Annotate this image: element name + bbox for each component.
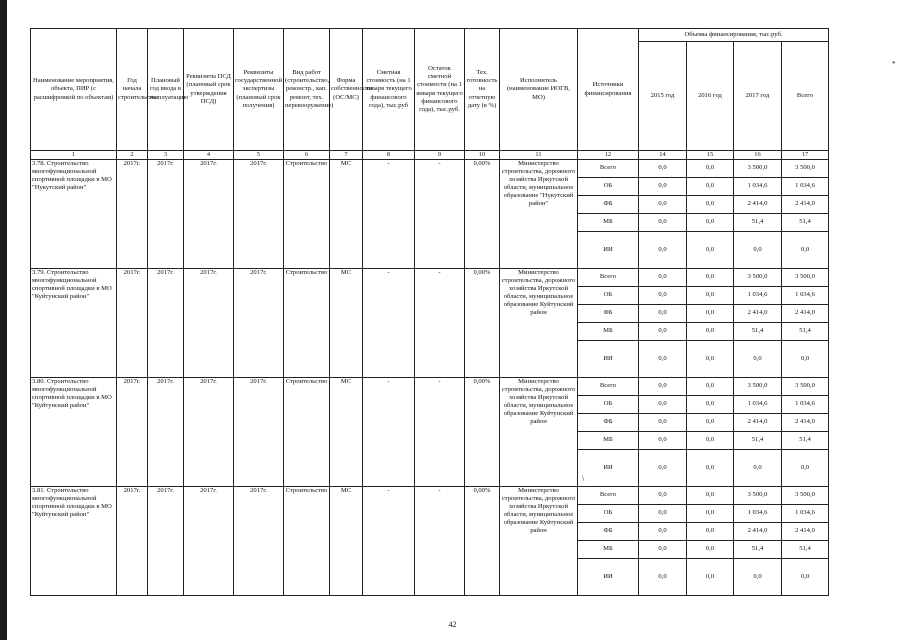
remaining-cell: - <box>415 487 465 596</box>
source-cell: Всего <box>578 378 639 396</box>
start-year-cell: 2017г. <box>117 487 148 596</box>
funding-2015-cell: 0,0 <box>639 414 687 432</box>
source-cell: ИИ <box>578 232 639 269</box>
object-name-cell: 3.81. Строительство многофункциональной спортивной площадки в МО "Куйтунский район" <box>31 487 117 596</box>
funding-2015-cell: 0,0 <box>639 287 687 305</box>
col-header-source: Источники финансирования <box>578 29 639 151</box>
funding-total-cell: 51,4 <box>782 432 829 450</box>
col-header-2017: 2017 год <box>734 42 782 151</box>
funding-2017-cell: 3 500,0 <box>734 269 782 287</box>
funding-total-cell: 3 500,0 <box>782 378 829 396</box>
funding-2015-cell: 0,0 <box>639 178 687 196</box>
column-number-cell: 11 <box>500 151 578 160</box>
funding-total-cell: 2 414,0 <box>782 523 829 541</box>
funding-2016-cell: 0,0 <box>687 396 734 414</box>
executor-cell: Министерство строительства, дорожного хозяйства Иркутской области, муниципальное образование Куйтунский район <box>500 269 578 378</box>
funding-2017-cell: 2 414,0 <box>734 196 782 214</box>
funding-2015-cell: 0,0 <box>639 232 687 269</box>
financing-table <box>30 28 829 596</box>
source-cell: Всего <box>578 160 639 178</box>
column-number-cell: 6 <box>284 151 330 160</box>
source-cell: ИИ <box>578 559 639 596</box>
column-number-cell: 15 <box>687 151 734 160</box>
funding-2017-cell: 51,4 <box>734 432 782 450</box>
column-number-cell: 3 <box>148 151 184 160</box>
funding-total-cell: 3 500,0 <box>782 487 829 505</box>
source-cell: МБ <box>578 541 639 559</box>
object-name-cell: 3.79. Строительство многофункциональной спортивной площадки в МО "Куйтунский район" <box>31 269 117 378</box>
funding-2017-cell: 0,0 <box>734 341 782 378</box>
planned-year-cell: 2017г. <box>148 378 184 487</box>
stray-mark: \ <box>582 474 585 483</box>
funding-2015-cell: 0,0 <box>639 559 687 596</box>
funding-2015-cell: 0,0 <box>639 541 687 559</box>
planned-year-cell: 2017г. <box>148 487 184 596</box>
column-number-cell: 8 <box>363 151 415 160</box>
source-cell: ФБ <box>578 523 639 541</box>
start-year-cell: 2017г. <box>117 378 148 487</box>
funding-2015-cell: 0,0 <box>639 305 687 323</box>
col-header-ownership: Форма собственности (ОС/МС) <box>330 29 363 151</box>
funding-2016-cell: 0,0 <box>687 378 734 396</box>
source-cell: ФБ <box>578 196 639 214</box>
readiness-cell: 0,00% <box>465 269 500 378</box>
source-cell: МБ <box>578 214 639 232</box>
ownership-cell: МС <box>330 487 363 596</box>
funding-2016-cell: 0,0 <box>687 487 734 505</box>
source-cell: ОБ <box>578 178 639 196</box>
expertise-cell: 2017г. <box>234 269 284 378</box>
funding-total-cell: 1 034,6 <box>782 396 829 414</box>
psd-cell: 2017г. <box>184 160 234 269</box>
source-cell: ОБ <box>578 396 639 414</box>
funding-2017-cell: 3 500,0 <box>734 487 782 505</box>
source-cell: Всего <box>578 487 639 505</box>
funding-2017-cell: 0,0 <box>734 232 782 269</box>
table-row <box>31 160 829 178</box>
source-cell: МБ <box>578 323 639 341</box>
funding-2017-cell: 1 034,6 <box>734 396 782 414</box>
column-number-cell: 7 <box>330 151 363 160</box>
funding-2017-cell: 1 034,6 <box>734 178 782 196</box>
source-cell: Всего <box>578 269 639 287</box>
funding-2016-cell: 0,0 <box>687 541 734 559</box>
col-header-expertise: Реквизиты государственной экспертизы (плановый срок получения) <box>234 29 284 151</box>
funding-2016-cell: 0,0 <box>687 178 734 196</box>
funding-2017-cell: 51,4 <box>734 323 782 341</box>
source-cell: ИИ <box>578 341 639 378</box>
planned-year-cell: 2017г. <box>148 160 184 269</box>
funding-2015-cell: 0,0 <box>639 196 687 214</box>
col-header-name: Наименование мероприятия, объекта, ПИР (с расшифровкой по объектам) <box>31 29 117 151</box>
psd-cell: 2017г. <box>184 487 234 596</box>
executor-cell: Министерство строительства, дорожного хозяйства Иркутской области, муниципальное образование Куйтунский район <box>500 378 578 487</box>
funding-2015-cell: 0,0 <box>639 450 687 487</box>
funding-total-cell: 2 414,0 <box>782 305 829 323</box>
estimate-cell: - <box>363 378 415 487</box>
funding-total-cell: 3 500,0 <box>782 160 829 178</box>
funding-2015-cell: 0,0 <box>639 523 687 541</box>
funding-total-cell: 0,0 <box>782 559 829 596</box>
funding-2016-cell: 0,0 <box>687 160 734 178</box>
source-cell: ОБ <box>578 287 639 305</box>
funding-2016-cell: 0,0 <box>687 341 734 378</box>
ownership-cell: МС <box>330 269 363 378</box>
funding-2017-cell: 51,4 <box>734 214 782 232</box>
work-type-cell: Строительство <box>284 160 330 269</box>
funding-2017-cell: 3 500,0 <box>734 160 782 178</box>
funding-2015-cell: 0,0 <box>639 432 687 450</box>
funding-2017-cell: 2 414,0 <box>734 305 782 323</box>
start-year-cell: 2017г. <box>117 160 148 269</box>
funding-total-cell: 1 034,6 <box>782 287 829 305</box>
funding-2015-cell: 0,0 <box>639 160 687 178</box>
ownership-cell: МС <box>330 160 363 269</box>
funding-2015-cell: 0,0 <box>639 396 687 414</box>
funding-2017-cell: 3 500,0 <box>734 378 782 396</box>
table-row <box>31 269 829 287</box>
funding-2017-cell: 0,0 <box>734 559 782 596</box>
source-cell: ОБ <box>578 505 639 523</box>
funding-2016-cell: 0,0 <box>687 414 734 432</box>
funding-2016-cell: 0,0 <box>687 287 734 305</box>
funding-2017-cell: 1 034,6 <box>734 287 782 305</box>
funding-2015-cell: 0,0 <box>639 323 687 341</box>
object-name-cell: 3.80. Строительство многофункциональной спортивной площадки в МО "Куйтунский район" <box>31 378 117 487</box>
col-header-executor: Исполнитель (наименование ИОГВ, МО) <box>500 29 578 151</box>
funding-2015-cell: 0,0 <box>639 378 687 396</box>
funding-total-cell: 1 034,6 <box>782 505 829 523</box>
funding-total-cell: 0,0 <box>782 450 829 487</box>
expertise-cell: 2017г. <box>234 378 284 487</box>
funding-2016-cell: 0,0 <box>687 323 734 341</box>
column-numbers-row <box>31 151 829 160</box>
psd-cell: 2017г. <box>184 378 234 487</box>
col-header-planned-year: Плановый год ввода в эксплуатацию <box>148 29 184 151</box>
funding-2016-cell: 0,0 <box>687 305 734 323</box>
column-number-cell: 4 <box>184 151 234 160</box>
col-header-start-year: Год начала строительства <box>117 29 148 151</box>
funding-2017-cell: 51,4 <box>734 541 782 559</box>
start-year-cell: 2017г. <box>117 269 148 378</box>
planned-year-cell: 2017г. <box>148 269 184 378</box>
funding-2015-cell: 0,0 <box>639 341 687 378</box>
work-type-cell: Строительство <box>284 378 330 487</box>
scan-page-edge <box>0 0 7 640</box>
work-type-cell: Строительство <box>284 269 330 378</box>
col-header-readiness: Тех. готовность на отчетную дату (в %) <box>465 29 500 151</box>
psd-cell: 2017г. <box>184 269 234 378</box>
column-number-cell: 17 <box>782 151 829 160</box>
page-number: 42 <box>448 620 457 629</box>
remaining-cell: - <box>415 160 465 269</box>
funding-2016-cell: 0,0 <box>687 523 734 541</box>
estimate-cell: - <box>363 487 415 596</box>
funding-total-cell: 0,0 <box>782 341 829 378</box>
funding-2015-cell: 0,0 <box>639 505 687 523</box>
work-type-cell: Строительство <box>284 487 330 596</box>
readiness-cell: 0,00% <box>465 487 500 596</box>
funding-2016-cell: 0,0 <box>687 196 734 214</box>
remaining-cell: - <box>415 269 465 378</box>
funding-2015-cell: 0,0 <box>639 269 687 287</box>
funding-2016-cell: 0,0 <box>687 505 734 523</box>
readiness-cell: 0,00% <box>465 160 500 269</box>
col-header-2015: 2015 год <box>639 42 687 151</box>
expertise-cell: 2017г. <box>234 487 284 596</box>
remaining-cell: - <box>415 378 465 487</box>
funding-2016-cell: 0,0 <box>687 232 734 269</box>
funding-2017-cell: 0,0 <box>734 450 782 487</box>
funding-2016-cell: 0,0 <box>687 269 734 287</box>
col-header-remaining: Остаток сметной стоимости (на 1 января текущего финансового года), тыс.руб. <box>415 29 465 151</box>
col-header-estimate: Сметная стоимость (на 1 января текущего финансового года), тыс.руб <box>363 29 415 151</box>
col-header-psd: Реквизиты ПСД (плановый срок утверждения ПСД) <box>184 29 234 151</box>
funding-total-cell: 1 034,6 <box>782 178 829 196</box>
readiness-cell: 0,00% <box>465 378 500 487</box>
header-row <box>31 29 829 42</box>
col-header-total: Всего <box>782 42 829 151</box>
source-cell: ФБ <box>578 305 639 323</box>
funding-total-cell: 2 414,0 <box>782 196 829 214</box>
source-cell: МБ <box>578 432 639 450</box>
table-row <box>31 487 829 505</box>
funding-2015-cell: 0,0 <box>639 487 687 505</box>
funding-total-cell: 51,4 <box>782 214 829 232</box>
funding-2016-cell: 0,0 <box>687 450 734 487</box>
estimate-cell: - <box>363 269 415 378</box>
funding-total-cell: 51,4 <box>782 323 829 341</box>
funding-2015-cell: 0,0 <box>639 214 687 232</box>
column-number-cell: 14 <box>639 151 687 160</box>
funding-total-cell: 3 500,0 <box>782 269 829 287</box>
column-number-cell: 16 <box>734 151 782 160</box>
column-number-cell: 2 <box>117 151 148 160</box>
estimate-cell: - <box>363 160 415 269</box>
executor-cell: Министерство строительства, дорожного хозяйства Иркутской области, муниципальное образование Куйтунский район <box>500 487 578 596</box>
funding-2016-cell: 0,0 <box>687 559 734 596</box>
funding-2016-cell: 0,0 <box>687 432 734 450</box>
expertise-cell: 2017г. <box>234 160 284 269</box>
source-cell: ИИ <box>578 450 639 487</box>
funding-2017-cell: 1 034,6 <box>734 505 782 523</box>
margin-mark: * <box>892 60 896 68</box>
funding-2017-cell: 2 414,0 <box>734 523 782 541</box>
col-header-funding-group: Объемы финансирования, тыс.руб. <box>639 29 829 42</box>
column-number-cell: 9 <box>415 151 465 160</box>
column-number-cell: 10 <box>465 151 500 160</box>
col-header-work-type: Вид работ (строительство, реконстр., кап. ремонт, тех. перевооружение) <box>284 29 330 151</box>
col-header-2016: 2016 год <box>687 42 734 151</box>
executor-cell: Министерство строительства, дорожного хозяйства Иркутской области, муниципальное образование "Нукутский район" <box>500 160 578 269</box>
ownership-cell: МС <box>330 378 363 487</box>
column-number-cell: 12 <box>578 151 639 160</box>
funding-2017-cell: 2 414,0 <box>734 414 782 432</box>
column-number-cell: 5 <box>234 151 284 160</box>
source-cell: ФБ <box>578 414 639 432</box>
column-number-cell: 1 <box>31 151 117 160</box>
funding-2016-cell: 0,0 <box>687 214 734 232</box>
funding-total-cell: 0,0 <box>782 232 829 269</box>
funding-total-cell: 2 414,0 <box>782 414 829 432</box>
object-name-cell: 3.78. Строительство многофункциональной спортивной площадки в МО "Нукутский район" <box>31 160 117 269</box>
table-row <box>31 378 829 396</box>
funding-total-cell: 51,4 <box>782 541 829 559</box>
